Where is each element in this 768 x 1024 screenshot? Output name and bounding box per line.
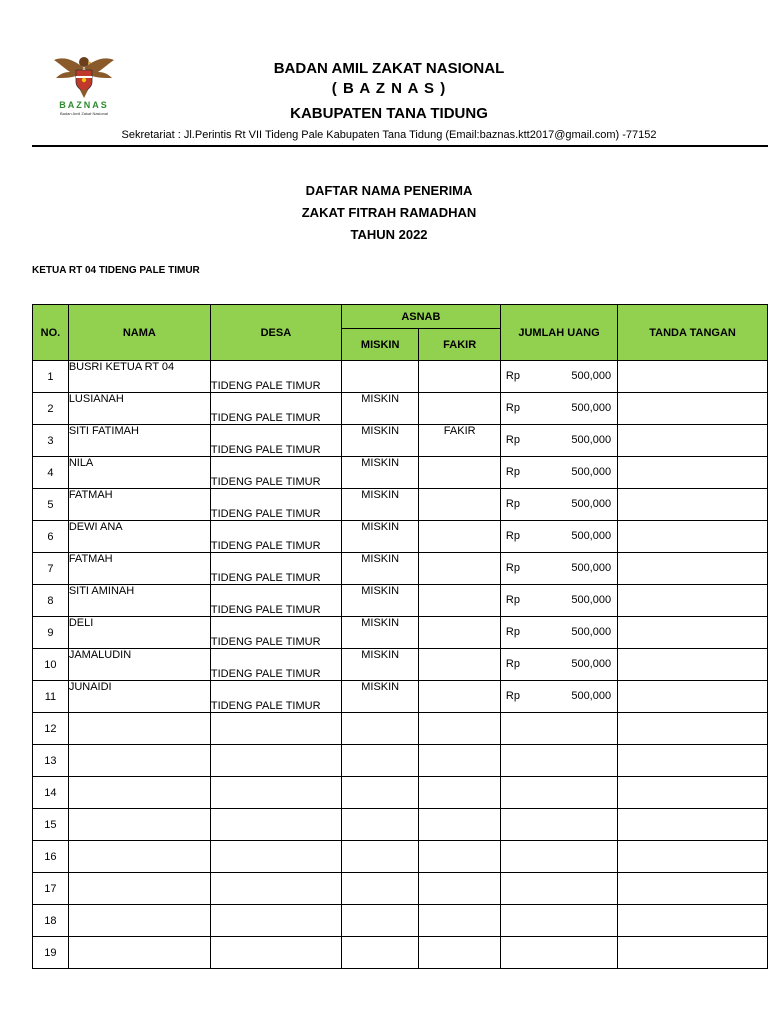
currency-label: Rp — [505, 530, 520, 542]
amount-cell — [500, 521, 617, 553]
amount-value: 500,000 — [571, 370, 612, 382]
row-number: 16 — [33, 841, 69, 873]
amount-value: 500,000 — [571, 498, 612, 510]
asnab-fakir — [419, 713, 500, 745]
org-region: KABUPATEN TANA TIDUNG — [290, 105, 488, 122]
village: TIDENG PALE TIMUR — [210, 553, 341, 585]
recipient-name — [68, 777, 210, 809]
signature-cell[interactable] — [618, 361, 768, 393]
asnab-miskin: MISKIN — [341, 425, 419, 457]
header-asnab: ASNAB — [341, 305, 500, 329]
row-number: 6 — [33, 521, 69, 553]
asnab-fakir — [419, 937, 500, 969]
signature-cell[interactable] — [618, 873, 768, 905]
row-number: 10 — [33, 649, 69, 681]
amount-value: 500,000 — [571, 690, 612, 702]
asnab-miskin — [341, 841, 419, 873]
asnab-miskin — [341, 777, 419, 809]
header-no: NO. — [33, 305, 69, 361]
amount-cell — [500, 841, 617, 873]
table-row — [33, 617, 768, 649]
amount-cell — [500, 681, 617, 713]
asnab-miskin: MISKIN — [341, 585, 419, 617]
recipient-name — [68, 873, 210, 905]
table-row — [33, 905, 768, 937]
table-row — [33, 393, 768, 425]
recipient-name: LUSIANAH — [68, 393, 210, 425]
asnab-fakir — [419, 905, 500, 937]
asnab-miskin: MISKIN — [341, 393, 419, 425]
logo-subtitle: Badan Amil Zakat Nasional — [59, 111, 109, 116]
asnab-fakir — [419, 553, 500, 585]
asnab-fakir — [419, 649, 500, 681]
asnab-miskin: MISKIN — [341, 617, 419, 649]
recipient-name — [68, 841, 210, 873]
recipient-name: BUSRI KETUA RT 04 — [68, 361, 210, 393]
village — [210, 905, 341, 937]
signature-cell[interactable] — [618, 425, 768, 457]
village — [210, 745, 341, 777]
village: TIDENG PALE TIMUR — [210, 681, 341, 713]
logo-wordmark: BAZNAS — [59, 100, 109, 110]
asnab-fakir — [419, 809, 500, 841]
recipient-name — [68, 937, 210, 969]
row-number: 14 — [33, 777, 69, 809]
row-number: 5 — [33, 489, 69, 521]
recipient-table — [32, 304, 768, 969]
signature-cell[interactable] — [618, 585, 768, 617]
row-number: 12 — [33, 713, 69, 745]
table-row — [33, 681, 768, 713]
asnab-fakir — [419, 361, 500, 393]
amount-cell — [500, 873, 617, 905]
village — [210, 809, 341, 841]
amount-cell — [500, 649, 617, 681]
header-desa: DESA — [210, 305, 341, 361]
amount-cell — [500, 713, 617, 745]
header-miskin: MISKIN — [341, 329, 419, 361]
amount-cell — [500, 905, 617, 937]
amount-cell — [500, 457, 617, 489]
table-row — [33, 425, 768, 457]
header-divider — [32, 145, 768, 147]
recipient-name: SITI FATIMAH — [68, 425, 210, 457]
header-nama: NAMA — [68, 305, 210, 361]
table-row — [33, 521, 768, 553]
amount-cell — [500, 489, 617, 521]
signature-cell[interactable] — [618, 521, 768, 553]
doc-title-line1: DAFTAR NAMA PENERIMA — [305, 183, 473, 198]
village: TIDENG PALE TIMUR — [210, 393, 341, 425]
village: TIDENG PALE TIMUR — [210, 521, 341, 553]
village: TIDENG PALE TIMUR — [210, 361, 341, 393]
row-number: 13 — [33, 745, 69, 777]
row-number: 19 — [33, 937, 69, 969]
signature-cell[interactable] — [618, 809, 768, 841]
row-number: 9 — [33, 617, 69, 649]
amount-value: 500,000 — [571, 626, 612, 638]
signature-cell[interactable] — [618, 905, 768, 937]
currency-label: Rp — [505, 690, 520, 702]
currency-label: Rp — [505, 594, 520, 606]
recipient-name: DELI — [68, 617, 210, 649]
recipient-name: SITI AMINAH — [68, 585, 210, 617]
recipient-name: JUNAIDI — [68, 681, 210, 713]
amount-cell — [500, 937, 617, 969]
amount-value: 500,000 — [571, 466, 612, 478]
table-row — [33, 937, 768, 969]
table-row — [33, 553, 768, 585]
asnab-miskin — [341, 905, 419, 937]
asnab-miskin — [341, 937, 419, 969]
signature-cell[interactable] — [618, 649, 768, 681]
asnab-fakir — [419, 585, 500, 617]
currency-label: Rp — [505, 402, 520, 414]
row-number: 15 — [33, 809, 69, 841]
rt-label: KETUA RT 04 TIDENG PALE TIMUR — [32, 265, 200, 276]
signature-cell[interactable] — [618, 457, 768, 489]
recipient-name — [68, 745, 210, 777]
doc-title-line3: TAHUN 2022 — [350, 227, 428, 242]
table-row — [33, 809, 768, 841]
header-fakir: FAKIR — [419, 329, 500, 361]
row-number: 17 — [33, 873, 69, 905]
asnab-miskin: MISKIN — [341, 521, 419, 553]
org-acronym: ( B A Z N A S ) — [331, 80, 447, 97]
asnab-fakir — [419, 393, 500, 425]
signature-cell[interactable] — [618, 617, 768, 649]
amount-cell — [500, 809, 617, 841]
org-name: BADAN AMIL ZAKAT NASIONAL — [273, 60, 505, 77]
village — [210, 841, 341, 873]
asnab-fakir — [419, 681, 500, 713]
asnab-miskin: MISKIN — [341, 489, 419, 521]
asnab-miskin — [341, 361, 419, 393]
signature-cell[interactable] — [618, 841, 768, 873]
asnab-miskin — [341, 809, 419, 841]
recipient-name: JAMALUDIN — [68, 649, 210, 681]
table-row — [33, 713, 768, 745]
asnab-miskin — [341, 745, 419, 777]
asnab-miskin: MISKIN — [341, 649, 419, 681]
recipient-name: FATMAH — [68, 553, 210, 585]
table-row — [33, 649, 768, 681]
row-number: 1 — [33, 361, 69, 393]
secretariat-address: Sekretariat : Jl.Perintis Rt VII Tideng Pale Kabupaten Tana Tidung (Email:baznas.ktt2017@gmail.com) -77152 — [121, 129, 657, 141]
amount-value: 500,000 — [571, 594, 612, 606]
amount-cell — [500, 585, 617, 617]
currency-label: Rp — [505, 498, 520, 510]
asnab-fakir — [419, 873, 500, 905]
table-row — [33, 489, 768, 521]
amount-cell — [500, 393, 617, 425]
village: TIDENG PALE TIMUR — [210, 425, 341, 457]
signature-cell[interactable] — [618, 713, 768, 745]
asnab-fakir — [419, 841, 500, 873]
row-number: 2 — [33, 393, 69, 425]
signature-cell[interactable] — [618, 553, 768, 585]
asnab-fakir — [419, 777, 500, 809]
currency-label: Rp — [505, 370, 520, 382]
table-row — [33, 841, 768, 873]
amount-value: 500,000 — [571, 658, 612, 670]
recipient-name — [68, 713, 210, 745]
recipient-name: DEWI ANA — [68, 521, 210, 553]
asnab-miskin — [341, 713, 419, 745]
currency-label: Rp — [505, 562, 520, 574]
signature-cell[interactable] — [618, 937, 768, 969]
signature-cell[interactable] — [618, 777, 768, 809]
amount-value: 500,000 — [571, 530, 612, 542]
amount-cell — [500, 777, 617, 809]
asnab-fakir — [419, 617, 500, 649]
header-jumlah-uang: JUMLAH UANG — [500, 305, 617, 361]
amount-value: 500,000 — [571, 402, 612, 414]
table-row — [33, 361, 768, 393]
currency-label: Rp — [505, 626, 520, 638]
signature-cell[interactable] — [618, 489, 768, 521]
row-number: 18 — [33, 905, 69, 937]
table-row — [33, 585, 768, 617]
village — [210, 937, 341, 969]
asnab-fakir — [419, 457, 500, 489]
amount-value: 500,000 — [571, 562, 612, 574]
village: TIDENG PALE TIMUR — [210, 489, 341, 521]
recipient-name: NILA — [68, 457, 210, 489]
amount-cell — [500, 553, 617, 585]
table-row — [33, 777, 768, 809]
village — [210, 777, 341, 809]
amount-value: 500,000 — [571, 434, 612, 446]
asnab-fakir — [419, 745, 500, 777]
asnab-miskin: MISKIN — [341, 553, 419, 585]
amount-cell — [500, 617, 617, 649]
asnab-fakir — [419, 489, 500, 521]
table-row — [33, 873, 768, 905]
row-number: 4 — [33, 457, 69, 489]
signature-cell[interactable] — [618, 393, 768, 425]
table-row — [33, 745, 768, 777]
amount-cell — [500, 425, 617, 457]
row-number: 8 — [33, 585, 69, 617]
row-number: 7 — [33, 553, 69, 585]
village: TIDENG PALE TIMUR — [210, 457, 341, 489]
asnab-fakir — [419, 521, 500, 553]
recipient-name: FATMAH — [68, 489, 210, 521]
currency-label: Rp — [505, 658, 520, 670]
village — [210, 713, 341, 745]
currency-label: Rp — [505, 466, 520, 478]
village — [210, 873, 341, 905]
asnab-miskin — [341, 873, 419, 905]
recipient-name — [68, 809, 210, 841]
header-tanda-tangan: TANDA TANGAN — [618, 305, 768, 361]
asnab-miskin: MISKIN — [341, 681, 419, 713]
asnab-fakir: FAKIR — [419, 425, 500, 457]
amount-cell — [500, 745, 617, 777]
table-row — [33, 457, 768, 489]
village: TIDENG PALE TIMUR — [210, 617, 341, 649]
signature-cell[interactable] — [618, 745, 768, 777]
village: TIDENG PALE TIMUR — [210, 649, 341, 681]
amount-cell — [500, 361, 617, 393]
currency-label: Rp — [505, 434, 520, 446]
row-number: 11 — [33, 681, 69, 713]
signature-cell[interactable] — [618, 681, 768, 713]
row-number: 3 — [33, 425, 69, 457]
village: TIDENG PALE TIMUR — [210, 585, 341, 617]
asnab-miskin: MISKIN — [341, 457, 419, 489]
recipient-name — [68, 905, 210, 937]
doc-title-line2: ZAKAT FITRAH RAMADHAN — [301, 205, 477, 220]
